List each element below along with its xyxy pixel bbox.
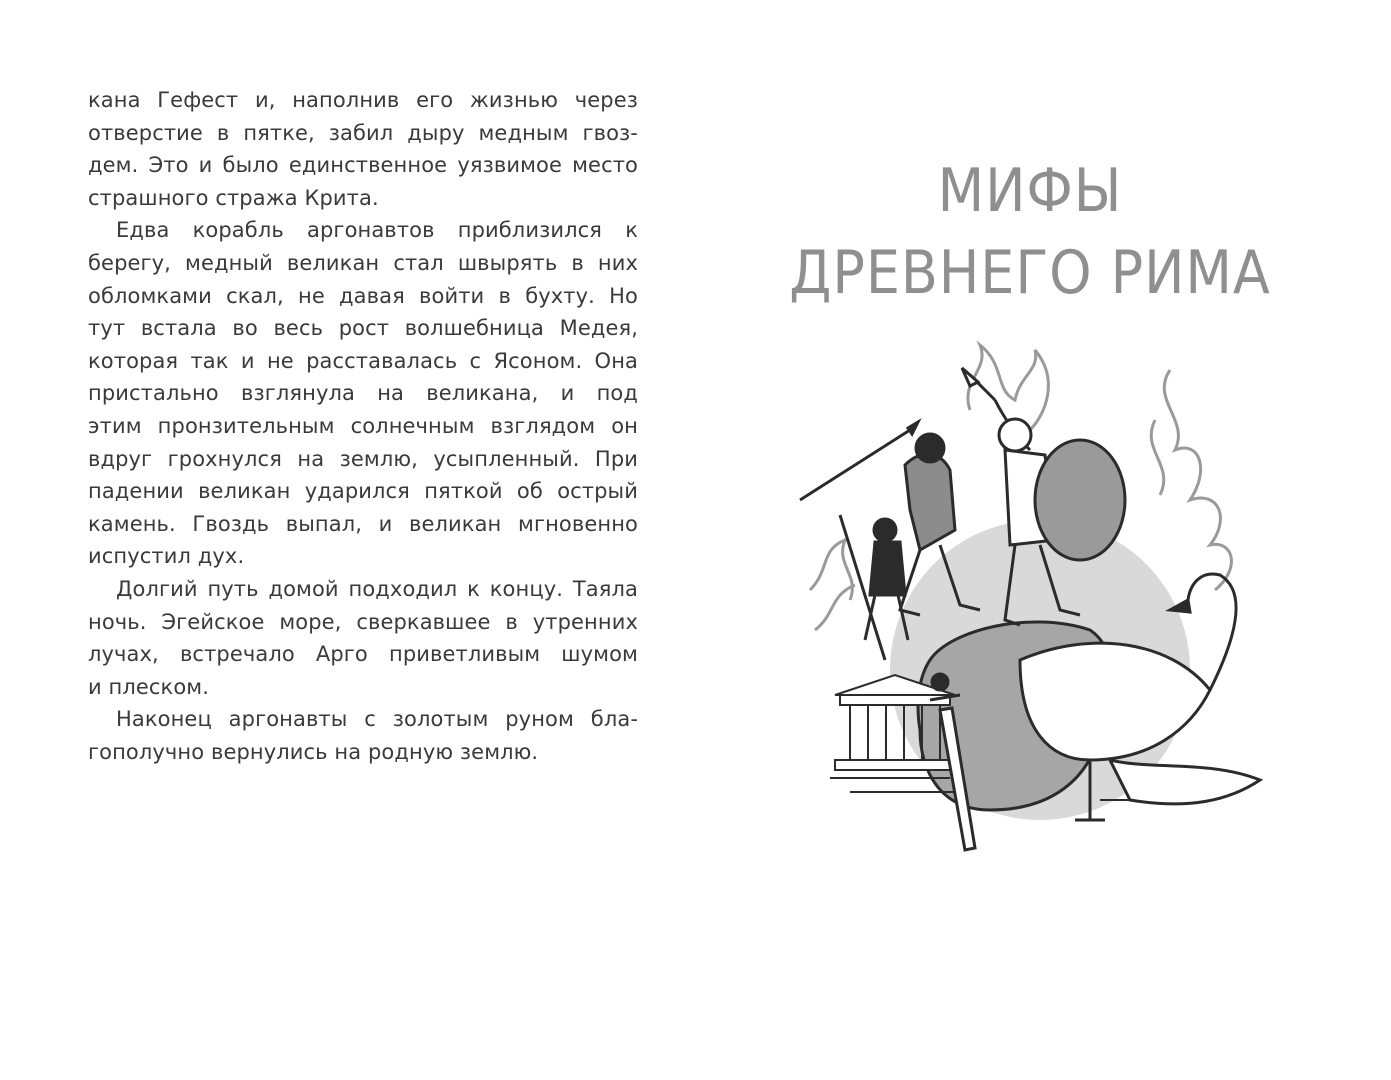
text-line: дем. Это и было единственное уязвимое место: [88, 153, 638, 178]
title-line-2: ДРЕВНЕГО РИМА: [789, 238, 1271, 308]
text-line: тут встала во весь рост волшебница Медея,: [88, 316, 638, 341]
text-line: обломками скал, не давая войти в бухту. Но: [88, 283, 638, 308]
text-line: падении великан ударился пяткой об острый: [88, 479, 638, 504]
text-line: этим пронзительным солнечным взглядом он: [88, 413, 638, 438]
text-line: камень. Гвоздь выпал, и великан мгновенно: [88, 511, 638, 536]
text-line: страшного стража Крита.: [88, 185, 379, 210]
text-line: лучах, встречало Арго приветливым шумом: [88, 642, 638, 667]
text-line: пристально взглянула на великана, и под: [88, 381, 638, 406]
left-page-text: [88, 84, 638, 768]
text-line: кана Гефест и, наполнив его жизнью через: [88, 88, 638, 112]
title-line-1: МИФЫ: [937, 156, 1123, 226]
text-line: гополучно вернулись на родную землю.: [88, 739, 539, 764]
text-line: ночь. Эгейское море, сверкавшее в утренних: [88, 609, 638, 634]
text-line: и плеском.: [88, 674, 209, 699]
warriors-swan-illustration: [790, 330, 1270, 870]
text-line: Долгий путь домой подходил к концу. Таяла: [116, 576, 638, 601]
text-line: берегу, медный великан стал швырять в них: [88, 250, 638, 275]
text-line: Едва корабль аргонавтов приблизился к: [116, 218, 638, 243]
section-title: [700, 150, 1360, 314]
text-line: вдруг грохнулся на землю, усыпленный. При: [88, 446, 638, 471]
text-line: Наконец аргонавты с золотым руном бла-: [116, 707, 638, 732]
text-line: отверстие в пятке, забил дыру медным гвоз-: [88, 120, 638, 145]
text-line: испустил дух.: [88, 544, 245, 569]
text-line: которая так и не расставалась с Ясоном. Она: [88, 348, 638, 373]
